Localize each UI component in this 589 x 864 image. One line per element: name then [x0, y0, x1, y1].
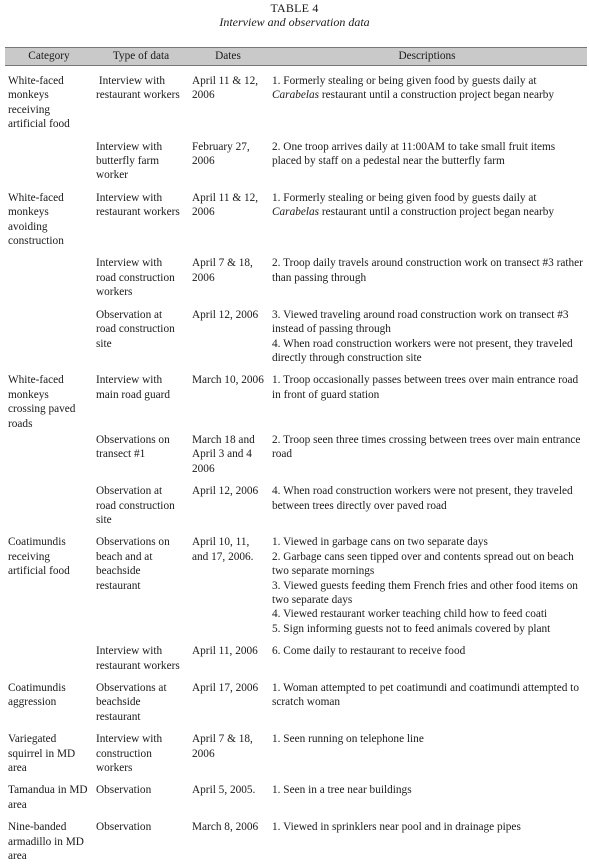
description-cell: 1. Woman attempted to pet coatimundi and coatimundi attempted to scratch woman — [272, 682, 579, 709]
category-cell: White-faced monkeys avoiding construction — [8, 191, 64, 248]
type-cell: Interview with construction workers — [96, 733, 163, 775]
description-text: restaurant until a construction project began nearby — [319, 206, 555, 219]
dates-cell: April 11 & 12, 2006 — [192, 75, 259, 102]
table-row — [5, 484, 587, 527]
table-caption: Interview and observation data — [219, 15, 370, 29]
type-cell: Interview with restaurant workers — [96, 191, 180, 219]
dates-cell: April 10, 11, and 17, 2006. — [192, 536, 254, 563]
description-text: 1. Formerly stealing or being given food by guests daily at — [272, 75, 537, 87]
description-line: 2. Garbage cans seen tipped over and contents spread out on beach two separate mornings — [272, 550, 574, 578]
table-row — [5, 140, 587, 183]
description-cell: 6. Come daily to restaurant to receive food — [272, 645, 466, 658]
dates-cell: April 5, 2005. — [192, 784, 256, 797]
description-line: 5. Sign informing guests not to feed animals covered by plant — [272, 622, 551, 635]
type-cell: Observation at road construction site — [96, 308, 175, 350]
description-line: 3. Viewed traveling around road construction work on transect #3 instead of passing through — [272, 308, 569, 336]
type-cell: Interview with road construction workers — [96, 257, 175, 299]
dates-cell: March 18 and April 3 and 4 2006 — [192, 433, 255, 475]
category-cell — [5, 433, 93, 476]
table-row — [5, 74, 587, 132]
dates-cell: April 11, 2006 — [192, 645, 258, 658]
description-text: restaurant until a construction project began nearby — [319, 89, 555, 102]
table-row — [5, 256, 587, 299]
header-dates: Dates — [189, 48, 267, 66]
category-cell: White-faced monkeys receiving artificial food — [8, 75, 70, 131]
table-row — [5, 732, 587, 775]
table-row — [5, 820, 587, 863]
dates-cell: April 7 & 18, 2006 — [192, 257, 253, 284]
description-cell: 1. Viewed in sprinklers near pool and in drainage pipes — [272, 821, 521, 834]
type-cell: Interview with restaurant workers — [96, 75, 180, 102]
table-row — [5, 535, 587, 636]
dates-cell: February 27, 2006 — [192, 140, 250, 168]
type-cell: Observations on beach and at beachside restaurant — [96, 536, 170, 592]
category-cell: Nine-banded armadillo in MD area — [8, 821, 84, 863]
description-line: 4. When road construction workers were not present, they traveled directly through construction site — [272, 337, 573, 364]
table-row — [5, 373, 587, 431]
table-row — [5, 644, 587, 673]
type-cell: Observation at road construction site — [96, 485, 175, 526]
restaurant-name: Carabelas — [272, 89, 320, 102]
type-cell: Interview with restaurant workers — [96, 645, 180, 672]
dates-cell: March 8, 2006 — [192, 821, 259, 834]
description-cell — [267, 308, 587, 366]
category-cell — [5, 644, 93, 673]
description-cell: 1. Troop occasionally passes between trees over main entrance road in front of guard station — [272, 374, 579, 401]
type-cell: Observations on transect #1 — [96, 433, 170, 461]
category-cell — [5, 484, 93, 527]
dates-cell: April 17, 2006 — [192, 682, 259, 695]
category-cell: White-faced monkeys crossing paved roads — [8, 374, 76, 430]
description-cell: 2. One troop arrives daily at 11:00AM to take small fruit items placed by staff on a pedestal near the butterfly farm — [272, 140, 556, 168]
description-cell: 4. When road construction workers were not present, they traveled between trees directly over paved road — [272, 485, 573, 512]
dates-cell: April 11 & 12, 2006 — [192, 191, 259, 219]
description-cell: 2. Troop seen three times crossing between trees over main entrance road — [272, 433, 581, 461]
description-cell: 1. Seen in a tree near buildings — [272, 784, 412, 797]
data-table — [5, 47, 587, 864]
table-row — [5, 433, 587, 476]
dates-cell: March 10, 2006 — [192, 374, 264, 387]
description-cell: 2. Troop daily travels around construction work on transect #3 rather than passing through — [272, 257, 583, 284]
category-cell — [5, 308, 93, 366]
dates-cell: April 12, 2006 — [192, 308, 259, 321]
description-text: 1. Formerly stealing or being given food by guests daily at — [272, 191, 537, 204]
description-cell — [267, 74, 587, 132]
category-cell: Coatimundis receiving artificial food — [8, 536, 70, 578]
header-descriptions: Descriptions — [267, 48, 587, 66]
header-category: Category — [5, 48, 93, 66]
category-cell: Tamandua in MD area — [8, 784, 88, 811]
table-row — [5, 681, 587, 724]
category-cell — [5, 256, 93, 299]
dates-cell: April 7 & 18, 2006 — [192, 733, 253, 760]
description-cell — [267, 535, 587, 636]
table-row — [5, 308, 587, 366]
description-line: 1. Viewed in garbage cans on two separate days — [272, 536, 488, 549]
description-line: 4. Viewed restaurant worker teaching child how to feed coati — [272, 608, 548, 621]
type-cell: Observation — [96, 784, 152, 797]
type-cell: Observations at beachside restaurant — [96, 682, 167, 723]
description-line: 3. Viewed guests feeding them French fries and other food items on two separate days — [272, 579, 578, 606]
type-cell: Interview with butterfly farm worker — [96, 140, 163, 182]
table-row — [5, 783, 587, 812]
category-cell — [5, 140, 93, 183]
dates-cell: April 12, 2006 — [192, 485, 259, 498]
type-cell: Observation — [96, 821, 152, 834]
type-cell: Interview with main road guard — [96, 374, 171, 401]
category-cell: Coatimundis aggression — [8, 682, 66, 709]
header-type: Type of data — [93, 48, 189, 66]
table-row — [5, 191, 587, 249]
description-cell: 1. Seen running on telephone line — [272, 733, 424, 746]
restaurant-name: Carabelas — [272, 206, 320, 219]
category-cell: Variegated squirrel in MD area — [8, 733, 76, 775]
table-number: TABLE 4 — [270, 1, 319, 15]
header-row — [5, 48, 587, 66]
description-cell — [267, 191, 587, 249]
